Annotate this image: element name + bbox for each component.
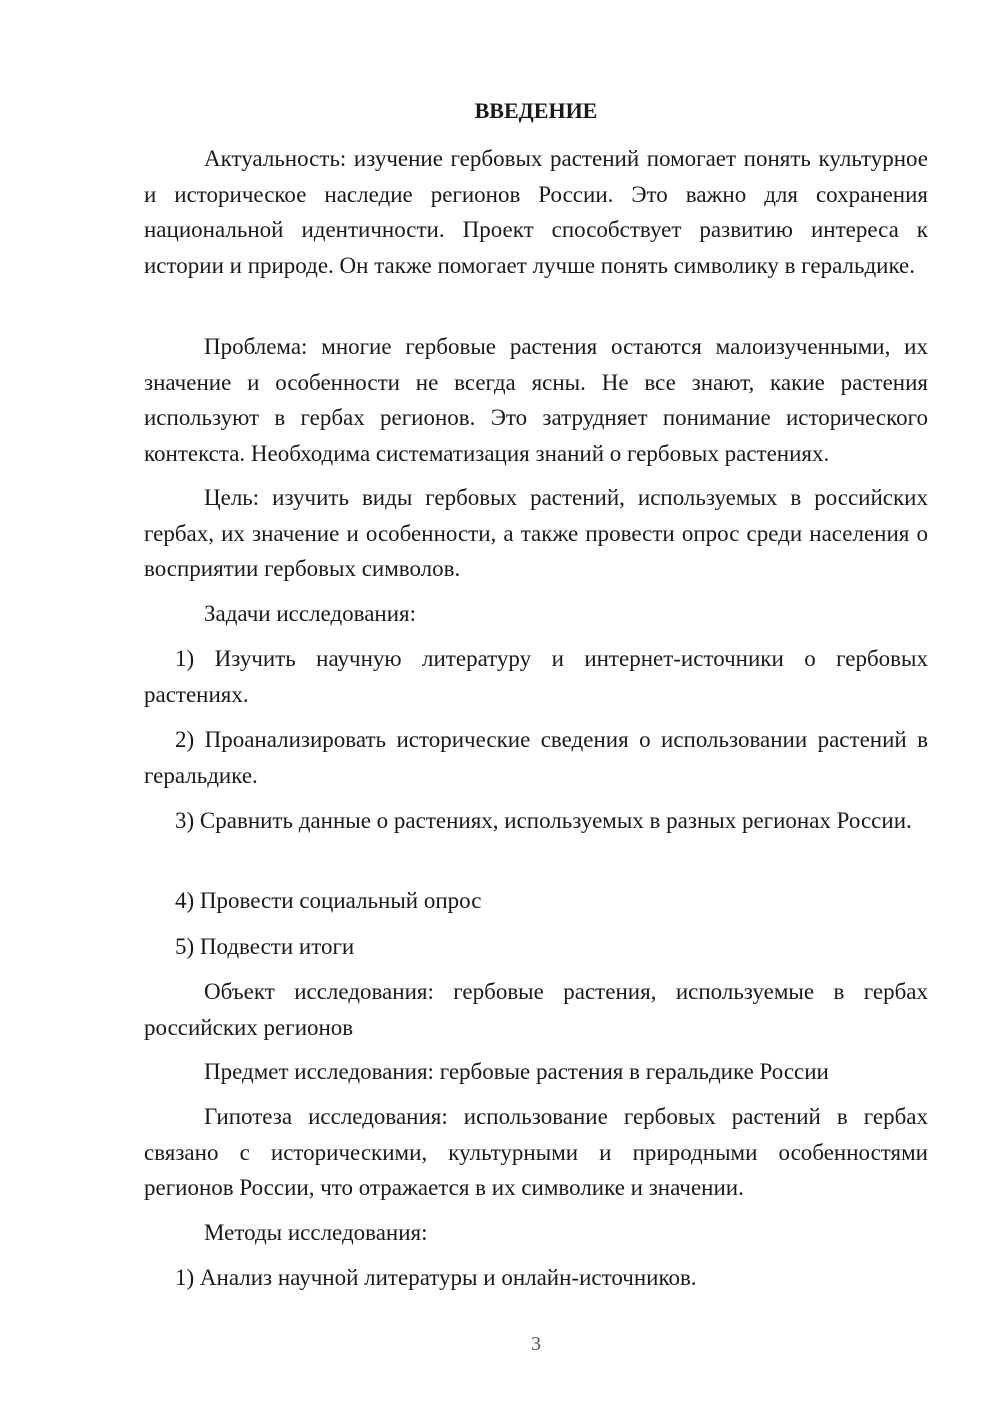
task-item-2: 2) Проанализировать исторические сведения о использовании растений в геральдике. [144, 727, 928, 788]
task-item-1: 1) Изучить научную литературу и интернет-источники о гербовых растениях. [144, 646, 928, 707]
section-title: ВВЕДЕНИЕ [474, 98, 598, 123]
methods-heading: Методы исследования: [204, 1220, 428, 1245]
paragraph-hypothesis: Гипотеза исследования: использование гербовых растений в гербах связано с историческими, культурными и природными особенностями регионов России, что отражается в их символике и значении. [144, 1104, 928, 1200]
task-item-5: 5) Подвести итоги [175, 934, 355, 959]
paragraph-goal: Цель: изучить виды гербовых растений, используемых в российских гербах, их значение и особенности, а также провести опрос среди населения о восприятии гербовых символов. [144, 485, 928, 581]
paragraph-relevance: Актуальность: изучение гербовых растений помогает понять культурное и историческое наследие регионов России. Это важно для сохранения национальной идентичности. Проект способствует развитию интереса к истории и природе. Он также помогает лучше понять символику в геральдике. [144, 146, 928, 278]
paragraph-problem: Проблема: многие гербовые растения остаются малоизученными, их значение и особенности не всегда ясны. Не все знают, какие растения используют в гербах регионов. Это затрудняет понимание исторического контекста. Необходима систематизация знаний о гербовых растениях. [144, 334, 928, 466]
tasks-heading: Задачи исследования: [204, 601, 417, 626]
paragraph-subject: Предмет исследования: гербовые растения в геральдике России [204, 1059, 829, 1084]
task-item-4: 4) Провести социальный опрос [175, 888, 482, 913]
task-item-3: 3) Сравнить данные о растениях, используемых в разных регионах России. [175, 808, 912, 833]
paragraph-object: Объект исследования: гербовые растения, используемые в гербах российских регионов [144, 979, 928, 1040]
method-item-1: 1) Анализ научной литературы и онлайн-источников. [175, 1265, 697, 1290]
page-number: 3 [531, 1333, 541, 1355]
